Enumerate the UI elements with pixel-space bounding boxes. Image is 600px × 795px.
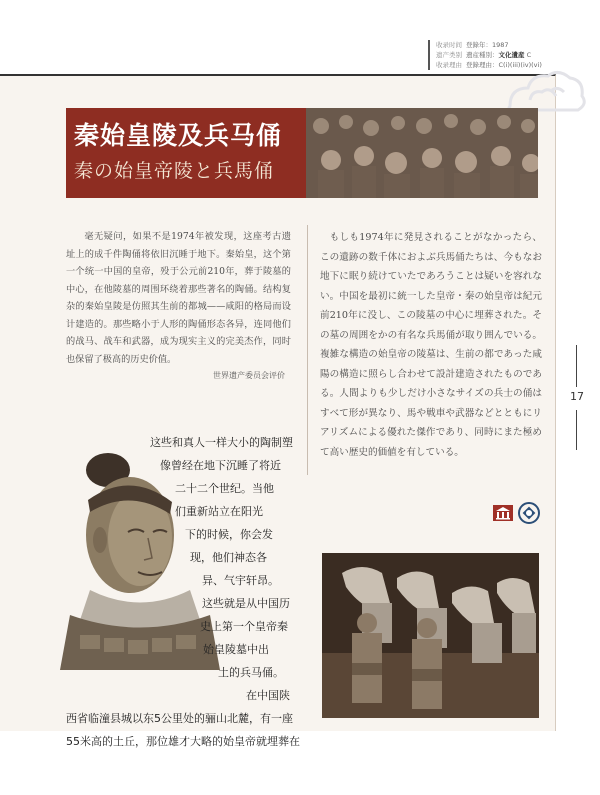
meta-mark: C bbox=[526, 51, 532, 59]
meta-key: 遗产类别 bbox=[436, 51, 462, 59]
story-line: 二十二个世纪。当他 bbox=[175, 482, 274, 495]
source-attribution: 世界遗产委员会评价 bbox=[213, 371, 285, 380]
story-line: 这些和真人一样大小的陶制塑 bbox=[150, 436, 293, 449]
chinese-description bbox=[66, 228, 291, 368]
story-line: 这些就是从中国历 bbox=[202, 597, 290, 610]
page-subtitle: 秦の始皇帝陵と兵馬俑 bbox=[74, 160, 275, 182]
page-title: 秦始皇陵及兵马俑 bbox=[74, 121, 283, 150]
unesco-icon bbox=[493, 505, 513, 521]
story-line: 土的兵马俑。 bbox=[218, 666, 284, 679]
horses-and-warriors-photo bbox=[322, 553, 539, 718]
terracotta-army-photo bbox=[306, 108, 538, 198]
japanese-paragraph: もしも1974年に発見されることがなかったら、この遺跡の数千体におよぶ兵馬俑たちは、今もなお地下に眠り続けていたであろうことは疑いを容れない。中国を最初に統一した皇帝・秦の始皇帝は紀元前210年に没し、この陵墓の中心に埋葬された。その墓の周囲をかの有名な兵馬俑が取り囲んでいる。複雑な構造の始皇帝の陵墓は、生前の都であった咸陽の構造に照らし合わせて設計建造されたものである。人間よりも少しだけ小さなサイズの兵士の俑はすべて形が異なり、馬や戦車や武器などとともにリアリズムによる優れた傑作であり、同時にまた極めて高い歴史的価値を有している。 bbox=[320, 232, 542, 458]
meta-value: 登錄年：1987 bbox=[466, 41, 509, 49]
meta-key: 收录时间 bbox=[436, 41, 462, 49]
story-line: 始皇陵墓中出 bbox=[203, 643, 269, 656]
story-line: 异、气宇轩昂。 bbox=[202, 574, 279, 587]
meta-value: 文化遺産 bbox=[498, 51, 525, 59]
column-divider bbox=[307, 225, 308, 475]
page-number-rule bbox=[576, 345, 577, 387]
page-number-rule bbox=[576, 410, 577, 450]
story-line: 像曾经在地下沉睡了将近 bbox=[160, 459, 281, 472]
story-line: 西省临潼县城以东5公里处的骊山北麓，有一座 bbox=[66, 712, 293, 725]
world-heritage-emblem-icon bbox=[518, 502, 540, 524]
japanese-description bbox=[320, 228, 542, 462]
chinese-paragraph: 毫无疑问，如果不是1974年被发现，这座考古遗址上的成千件陶俑将依旧沉睡于地下。秦始皇，这个第一个统一中国的皇帝，殁于公元前210年，葬于陵墓的中心，在他陵墓的周围环绕着那些著名的陶俑。结构复杂的秦始皇陵是仿照其生前的都城——咸阳的格局而设计建造的。那些略小于人形的陶俑形态各异，连同他们的战马、战车和武器，成为现实主义的完美杰作，同时也保留了极高的历史价值。 bbox=[66, 231, 291, 365]
page-number: 17 bbox=[570, 390, 584, 403]
story-line: 在中国陕 bbox=[246, 689, 290, 702]
story-line: 55米高的土丘，那位雄才大略的始皇帝就埋葬在 bbox=[66, 735, 300, 748]
story-line: 史上第一个皇帝秦 bbox=[200, 620, 288, 633]
story-line: 下的时候，你会发 bbox=[185, 528, 273, 541]
meta-value: 登錄理由：C(i)(iii)(iv)(vi) bbox=[466, 61, 542, 69]
story-line: 们重新站立在阳光 bbox=[175, 505, 263, 518]
meta-label: 遺産種別： bbox=[466, 51, 499, 59]
story-line: 现，他们神态各 bbox=[190, 551, 267, 564]
meta-key: 收录理由 bbox=[436, 61, 462, 69]
